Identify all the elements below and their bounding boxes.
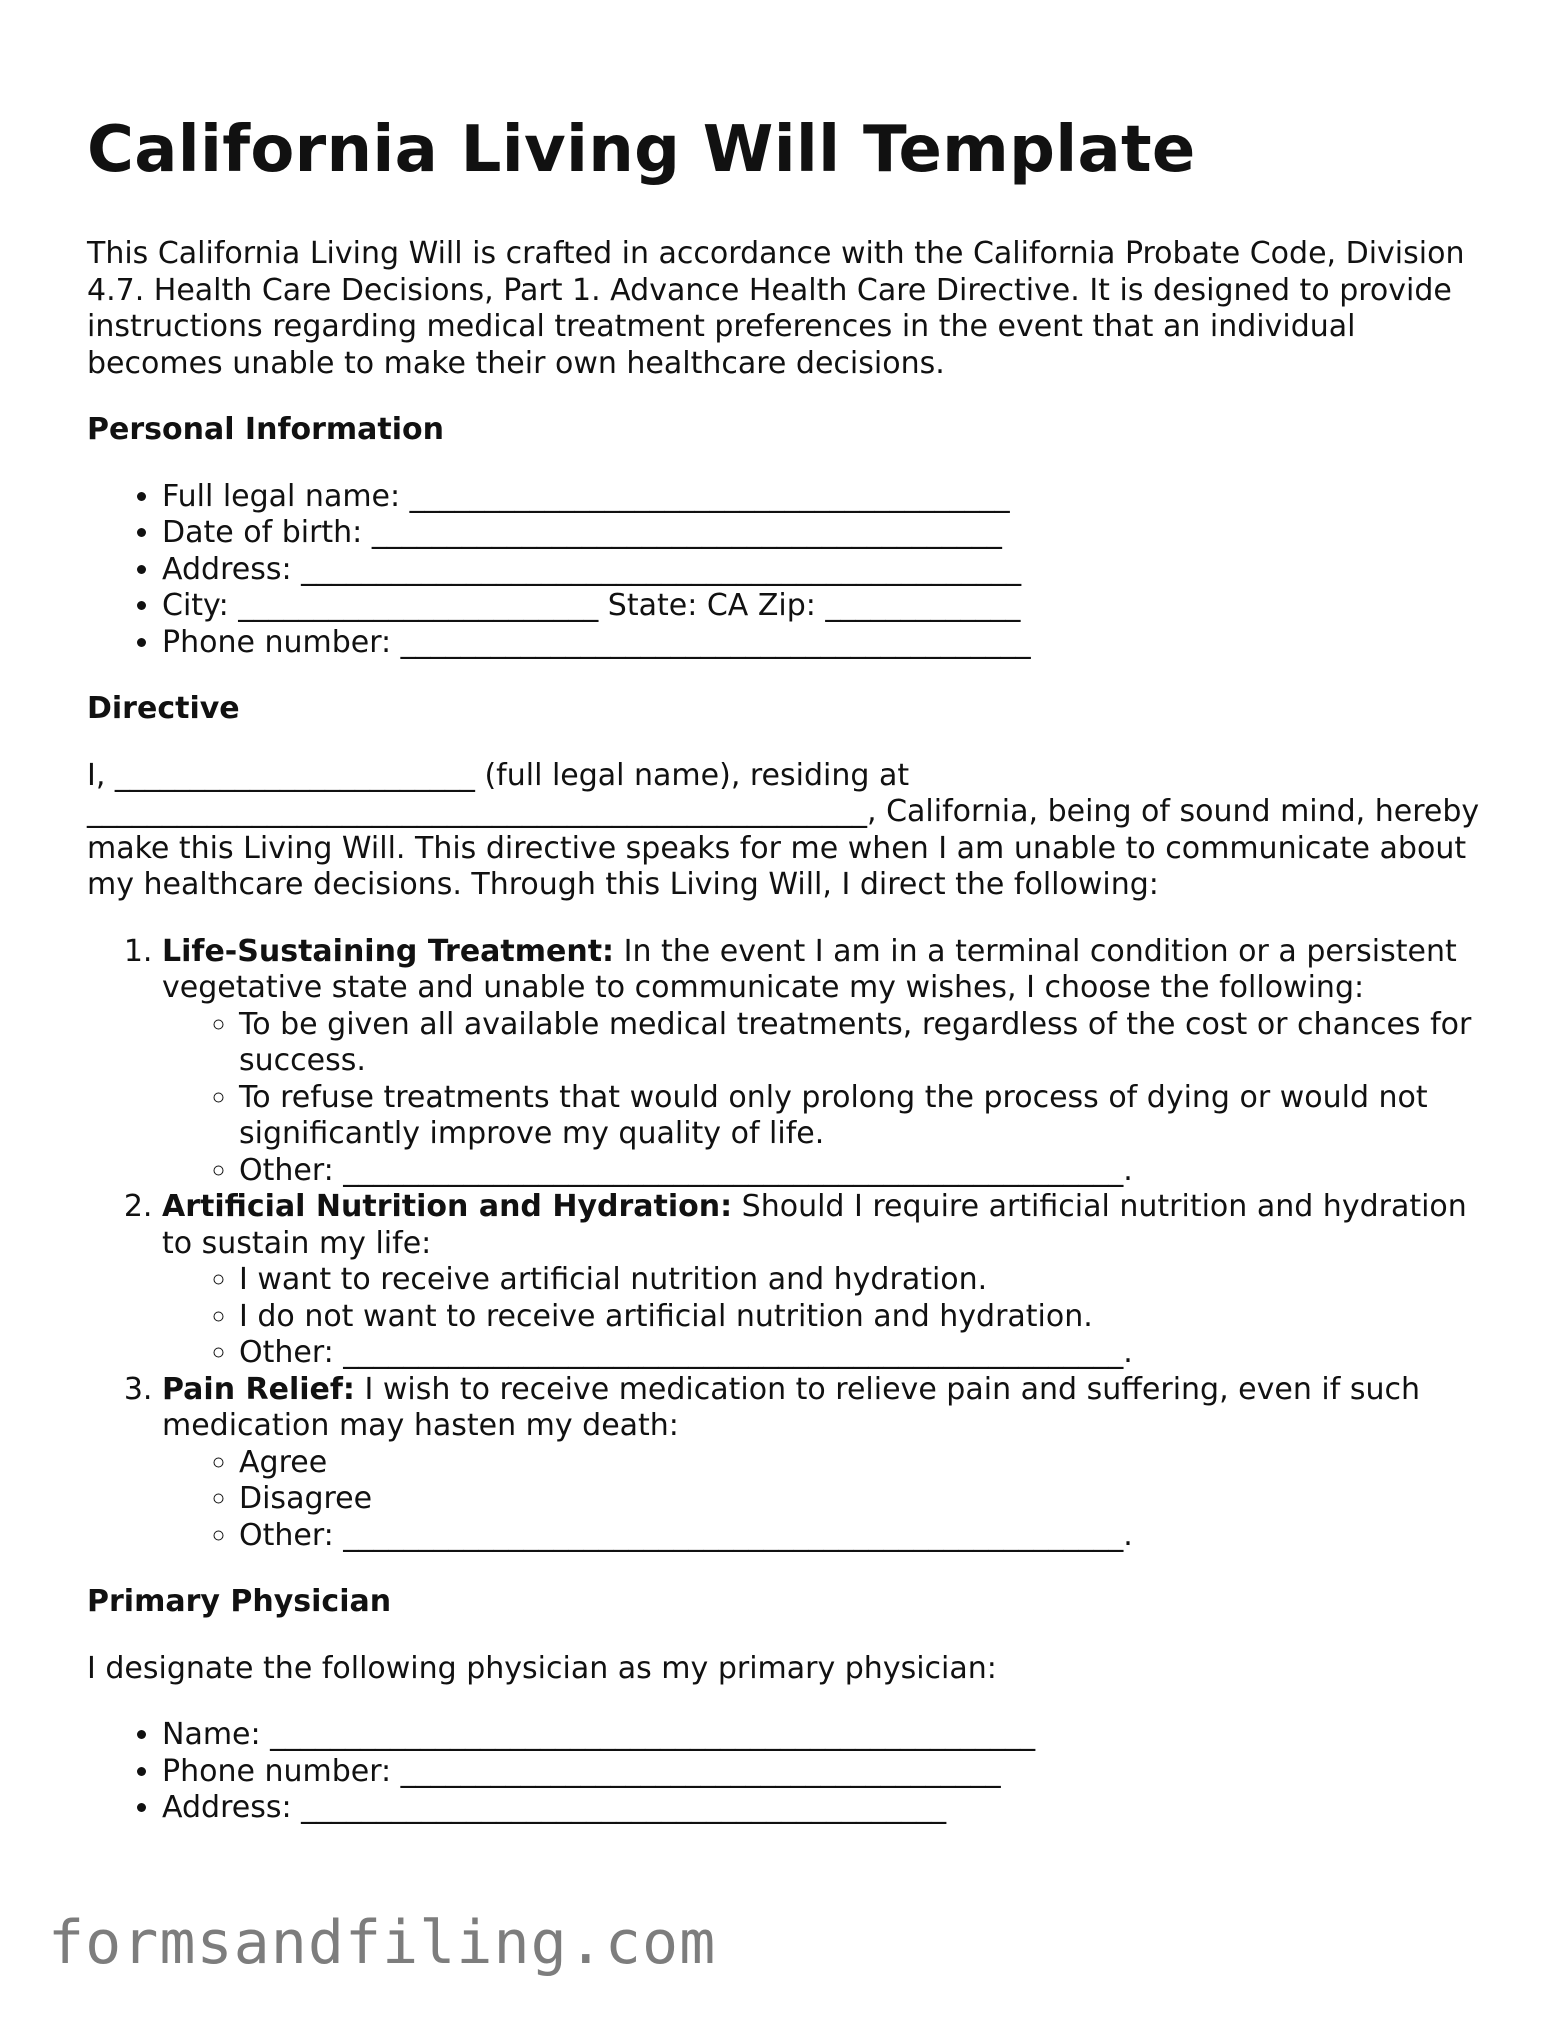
item-label: Artificial Nutrition and Hydration: [162,1189,733,1224]
page-title: California Living Will Template [87,113,1196,187]
item-text: Should I require artificial nutrition and hydration to sustain my life: [162,1189,1467,1261]
directive-item-life-sustaining [162,934,1487,1190]
item-label: Pain Relief: [162,1371,355,1407]
option-other[interactable]: ◦ Other: ____________________________________________________. [239,1518,1487,1555]
pain-relief-options [162,1445,1487,1555]
directive-item-pain-relief [162,1372,1487,1555]
option-all-treatments[interactable]: ◦ To be given all available medical treatments, regardless of the cost or chances for success. [239,1007,1487,1080]
physician-intro: I designate the following physician as my primary physician: [87,1650,997,1686]
directive-heading: Directive [87,691,240,726]
personal-info-list [87,479,1487,662]
watermark: formsandfiling.com [48,1908,717,1978]
directive-item-nutrition [162,1189,1487,1372]
option-no-nutrition[interactable]: ◦ I do not want to receive artificial nutrition and hydration. [239,1299,1487,1336]
item-label: Life-Sustaining Treatment: [162,933,615,969]
option-agree[interactable]: ◦ Agree [239,1445,1487,1482]
phone-field[interactable]: • Phone number: __________________________________________ [162,625,1487,662]
intro-paragraph: This California Living Will is crafted in accordance with the California Probate Code, Division 4.7. Health Care Decisions, Part 1. Advance Health Care Directive. It is designed to provide instructions regarding medical treatment preferences in the event that an individual becomes unable to make their own healthcare decisions. [87,236,1465,381]
personal-info-heading: Personal Information [87,412,444,447]
directive-paragraph: I, ________________________ (full legal name), residing at ____________________________________________________, California, being of sound mind, hereby make this Living Will. This directive speaks for me when I am unable to communicate about my healthcare decisions. Through this Living Will, I direct the following: [87,757,1480,902]
full-name-field[interactable]: • Full legal name: ________________________________________ [162,479,1487,516]
dob-field[interactable]: • Date of birth: __________________________________________ [162,515,1487,552]
physician-name-field[interactable]: • Name: ___________________________________________________ [162,1717,1487,1754]
option-disagree[interactable]: ◦ Disagree [239,1481,1487,1518]
option-want-nutrition[interactable]: ◦ I want to receive artificial nutrition and hydration. [239,1262,1487,1299]
life-sustaining-options [162,1007,1487,1190]
directive-list [87,934,1487,1555]
physician-list [87,1717,1487,1827]
nutrition-options [162,1262,1487,1372]
physician-heading: Primary Physician [87,1584,392,1619]
document-page [87,108,1487,1857]
physician-phone-field[interactable]: • Phone number: ________________________________________ [162,1754,1487,1791]
item-text: I wish to receive medication to relieve pain and suffering, even if such medication may hasten my death: [162,1371,1420,1443]
physician-address-field[interactable]: • Address: ___________________________________________ [162,1790,1487,1827]
city-state-zip-field[interactable]: • City: ________________________ State: CA Zip: _____________ [162,588,1487,625]
option-other[interactable]: ◦ Other: ____________________________________________________. [239,1335,1487,1372]
option-other[interactable]: ◦ Other: ____________________________________________________. [239,1153,1487,1190]
item-text: In the event I am in a terminal condition or a persistent vegetative state and unable to communicate my wishes, I choose the following: [162,933,1457,1005]
option-refuse-treatments[interactable]: ◦ To refuse treatments that would only prolong the process of dying or would not significantly improve my quality of life. [239,1080,1487,1153]
address-field[interactable]: • Address: ________________________________________________ [162,552,1487,589]
